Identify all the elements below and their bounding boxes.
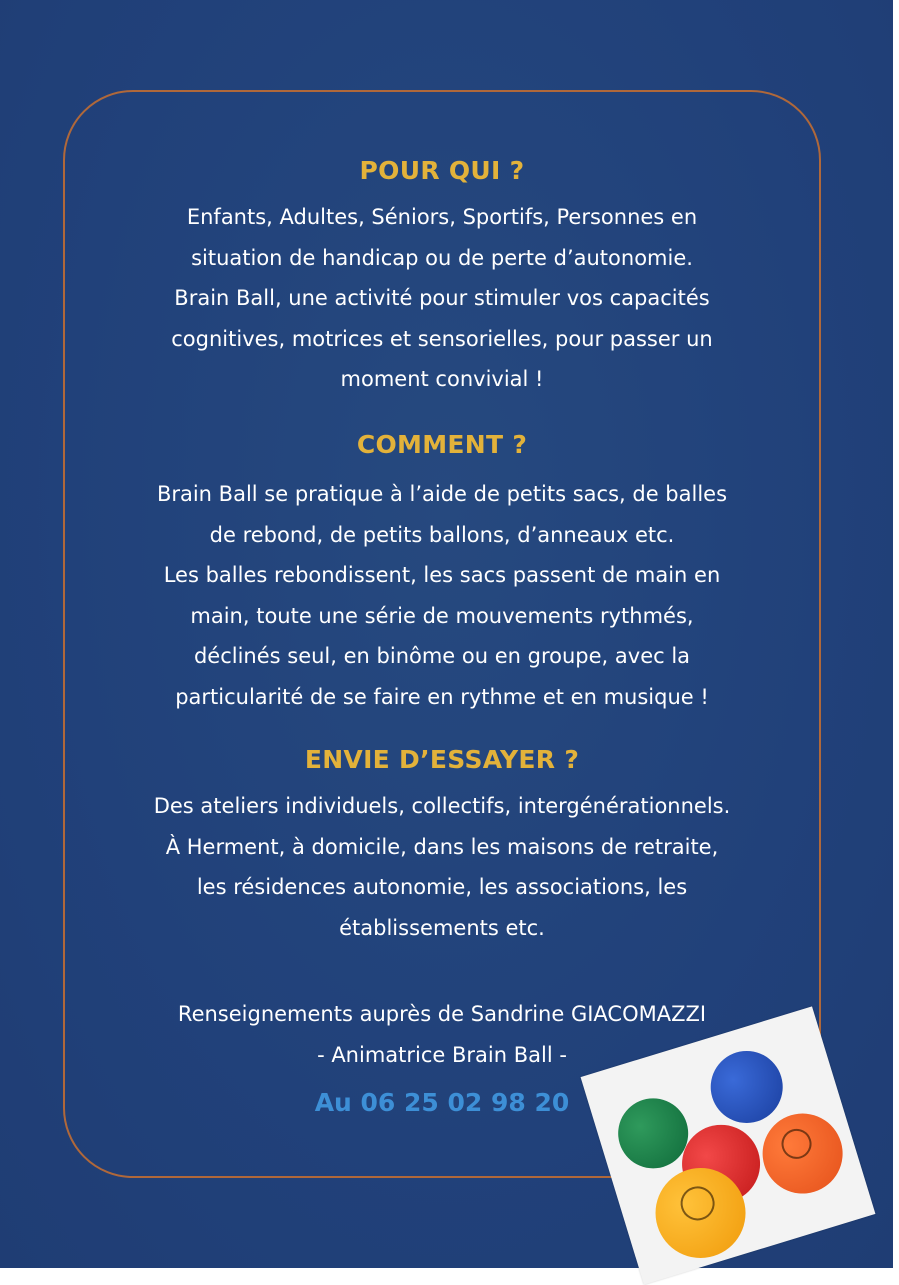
text-line: Les balles rebondissent, les sacs passent de main en xyxy=(163,563,721,587)
blue-ball xyxy=(702,1042,792,1132)
text-line: déclinés seul, en binôme ou en groupe, avec la xyxy=(193,644,691,668)
text-line: de rebond, de petits ballons, d’anneaux etc. xyxy=(209,522,675,547)
text-line: Enfants, Adultes, Séniors, Sportifs, Personnes en xyxy=(186,205,698,229)
text-line: les résidences autonomie, les associations, les xyxy=(196,875,688,899)
heading-pour-qui: POUR QUI ? xyxy=(359,156,525,185)
paragraph-pour-qui xyxy=(63,197,821,400)
text-line: Brain Ball se pratique à l’aide de petits sacs, de balles xyxy=(156,482,728,506)
text-line: particularité de se faire en rythme et en musique ! xyxy=(175,684,709,709)
text-line: À Herment, à domicile, dans les maisons de retraite, xyxy=(165,834,719,859)
orange-ball xyxy=(753,1104,853,1204)
heading-comment: COMMENT ? xyxy=(356,430,528,459)
phone-number: Au 06 25 02 98 20 xyxy=(314,1088,570,1117)
text-line: Brain Ball, une activité pour stimuler vos capacités xyxy=(174,286,710,310)
text-line: Des ateliers individuels, collectifs, intergénérationnels. xyxy=(153,794,731,818)
text-line: situation de handicap ou de perte d’autonomie. xyxy=(191,245,693,270)
ball-logo-icon xyxy=(676,1182,718,1224)
text-line: moment convivial ! xyxy=(340,367,544,391)
heading-envie-d-essayer: ENVIE D’ESSAYER ? xyxy=(304,745,580,774)
paragraph-comment xyxy=(63,474,821,717)
ball-logo-icon xyxy=(778,1125,815,1162)
text-line: cognitives, motrices et sensorielles, pour passer un xyxy=(171,326,713,351)
contact-line: Renseignements auprès de Sandrine GIACOMAZZI xyxy=(177,1002,707,1026)
contact-line: - Animatrice Brain Ball - xyxy=(317,1042,567,1067)
text-line: main, toute une série de mouvements rythmés, xyxy=(190,603,694,628)
text-line: établissements etc. xyxy=(339,915,545,940)
paragraph-envie-d-essayer xyxy=(63,786,821,948)
